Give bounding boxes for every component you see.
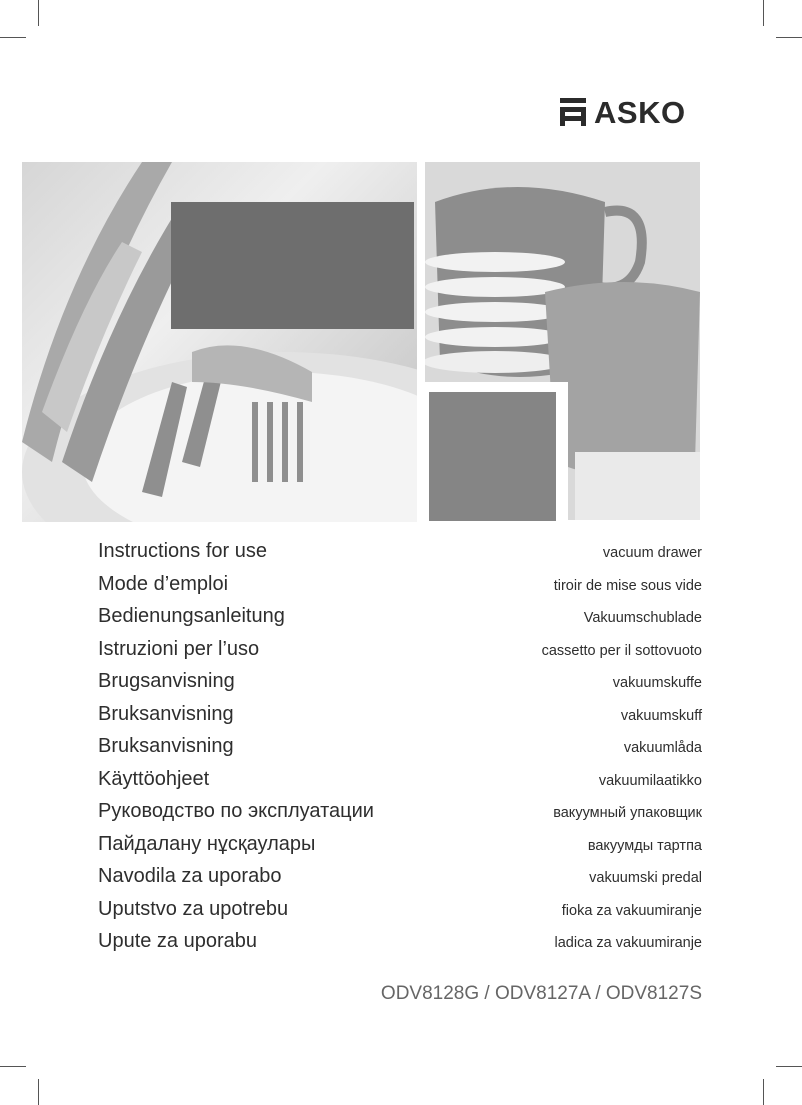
- crop-mark: [763, 1079, 764, 1105]
- product-name: fioka za vakuumiranje: [561, 902, 702, 919]
- list-item: [98, 865, 702, 898]
- product-name: vakuumski predal: [589, 870, 702, 886]
- instruction-title: Руководство по эксплуатации: [98, 800, 374, 822]
- product-name: cassetto per il sottovuoto: [541, 642, 702, 659]
- instruction-title: Uputstvo za upotrebu: [98, 897, 289, 920]
- crop-mark: [776, 1066, 802, 1067]
- instruction-title: Instructions for use: [98, 540, 267, 562]
- crop-mark: [763, 0, 764, 26]
- list-item: [98, 768, 702, 801]
- instruction-title: Пайдалану нұсқаулары: [98, 832, 316, 855]
- list-item: [98, 833, 702, 866]
- instruction-title: Bedienungsanleitung: [98, 605, 285, 627]
- product-name: вакуумный упаковщик: [553, 805, 702, 821]
- crop-mark: [38, 1079, 39, 1105]
- list-item: [98, 573, 702, 606]
- crop-mark: [776, 37, 802, 38]
- list-item: [98, 735, 702, 768]
- asko-logo-icon: [560, 98, 586, 126]
- crop-mark: [0, 37, 26, 38]
- list-item: [98, 800, 702, 833]
- product-name: vakuumilaatikko: [598, 772, 702, 789]
- product-name: vacuum drawer: [602, 545, 702, 561]
- product-name: vakuumlåda: [623, 740, 702, 756]
- brand-name: ASKO: [594, 94, 686, 130]
- crop-mark: [38, 0, 39, 26]
- title-placeholder-box: [171, 202, 414, 329]
- instruction-title: Upute za uporabu: [98, 930, 258, 952]
- instruction-title: Istruzioni per l’uso: [98, 637, 260, 660]
- model-numbers: ODV8128G / ODV8127A / ODV8127S: [380, 983, 702, 1004]
- product-name: Vakuumschublade: [583, 610, 702, 626]
- list-item: [98, 930, 702, 963]
- product-name: tiroir de mise sous vide: [553, 577, 702, 594]
- list-item: [98, 605, 702, 638]
- product-name: vakuumskuffe: [612, 675, 702, 691]
- instruction-title: Mode d’emploi: [98, 572, 229, 595]
- instruction-title: Bruksanvisning: [98, 735, 234, 757]
- crop-mark: [0, 1066, 26, 1067]
- instruction-title: Käyttöohjeet: [98, 767, 210, 790]
- product-name: ladica za vakuumiranje: [554, 935, 702, 951]
- product-name: вакуумды тартпа: [587, 837, 702, 854]
- list-item: [98, 670, 702, 703]
- list-item: [98, 703, 702, 736]
- instruction-title: Bruksanvisning: [98, 702, 234, 725]
- instruction-title: Brugsanvisning: [98, 670, 235, 692]
- product-name: vakuumskuff: [620, 707, 702, 724]
- list-item: [98, 638, 702, 671]
- list-item: [98, 540, 702, 573]
- instruction-title: Navodila za uporabo: [98, 865, 282, 887]
- product-placeholder-box: [429, 392, 556, 521]
- language-list: [98, 540, 702, 963]
- list-item: [98, 898, 702, 931]
- brand-logo: [560, 96, 686, 128]
